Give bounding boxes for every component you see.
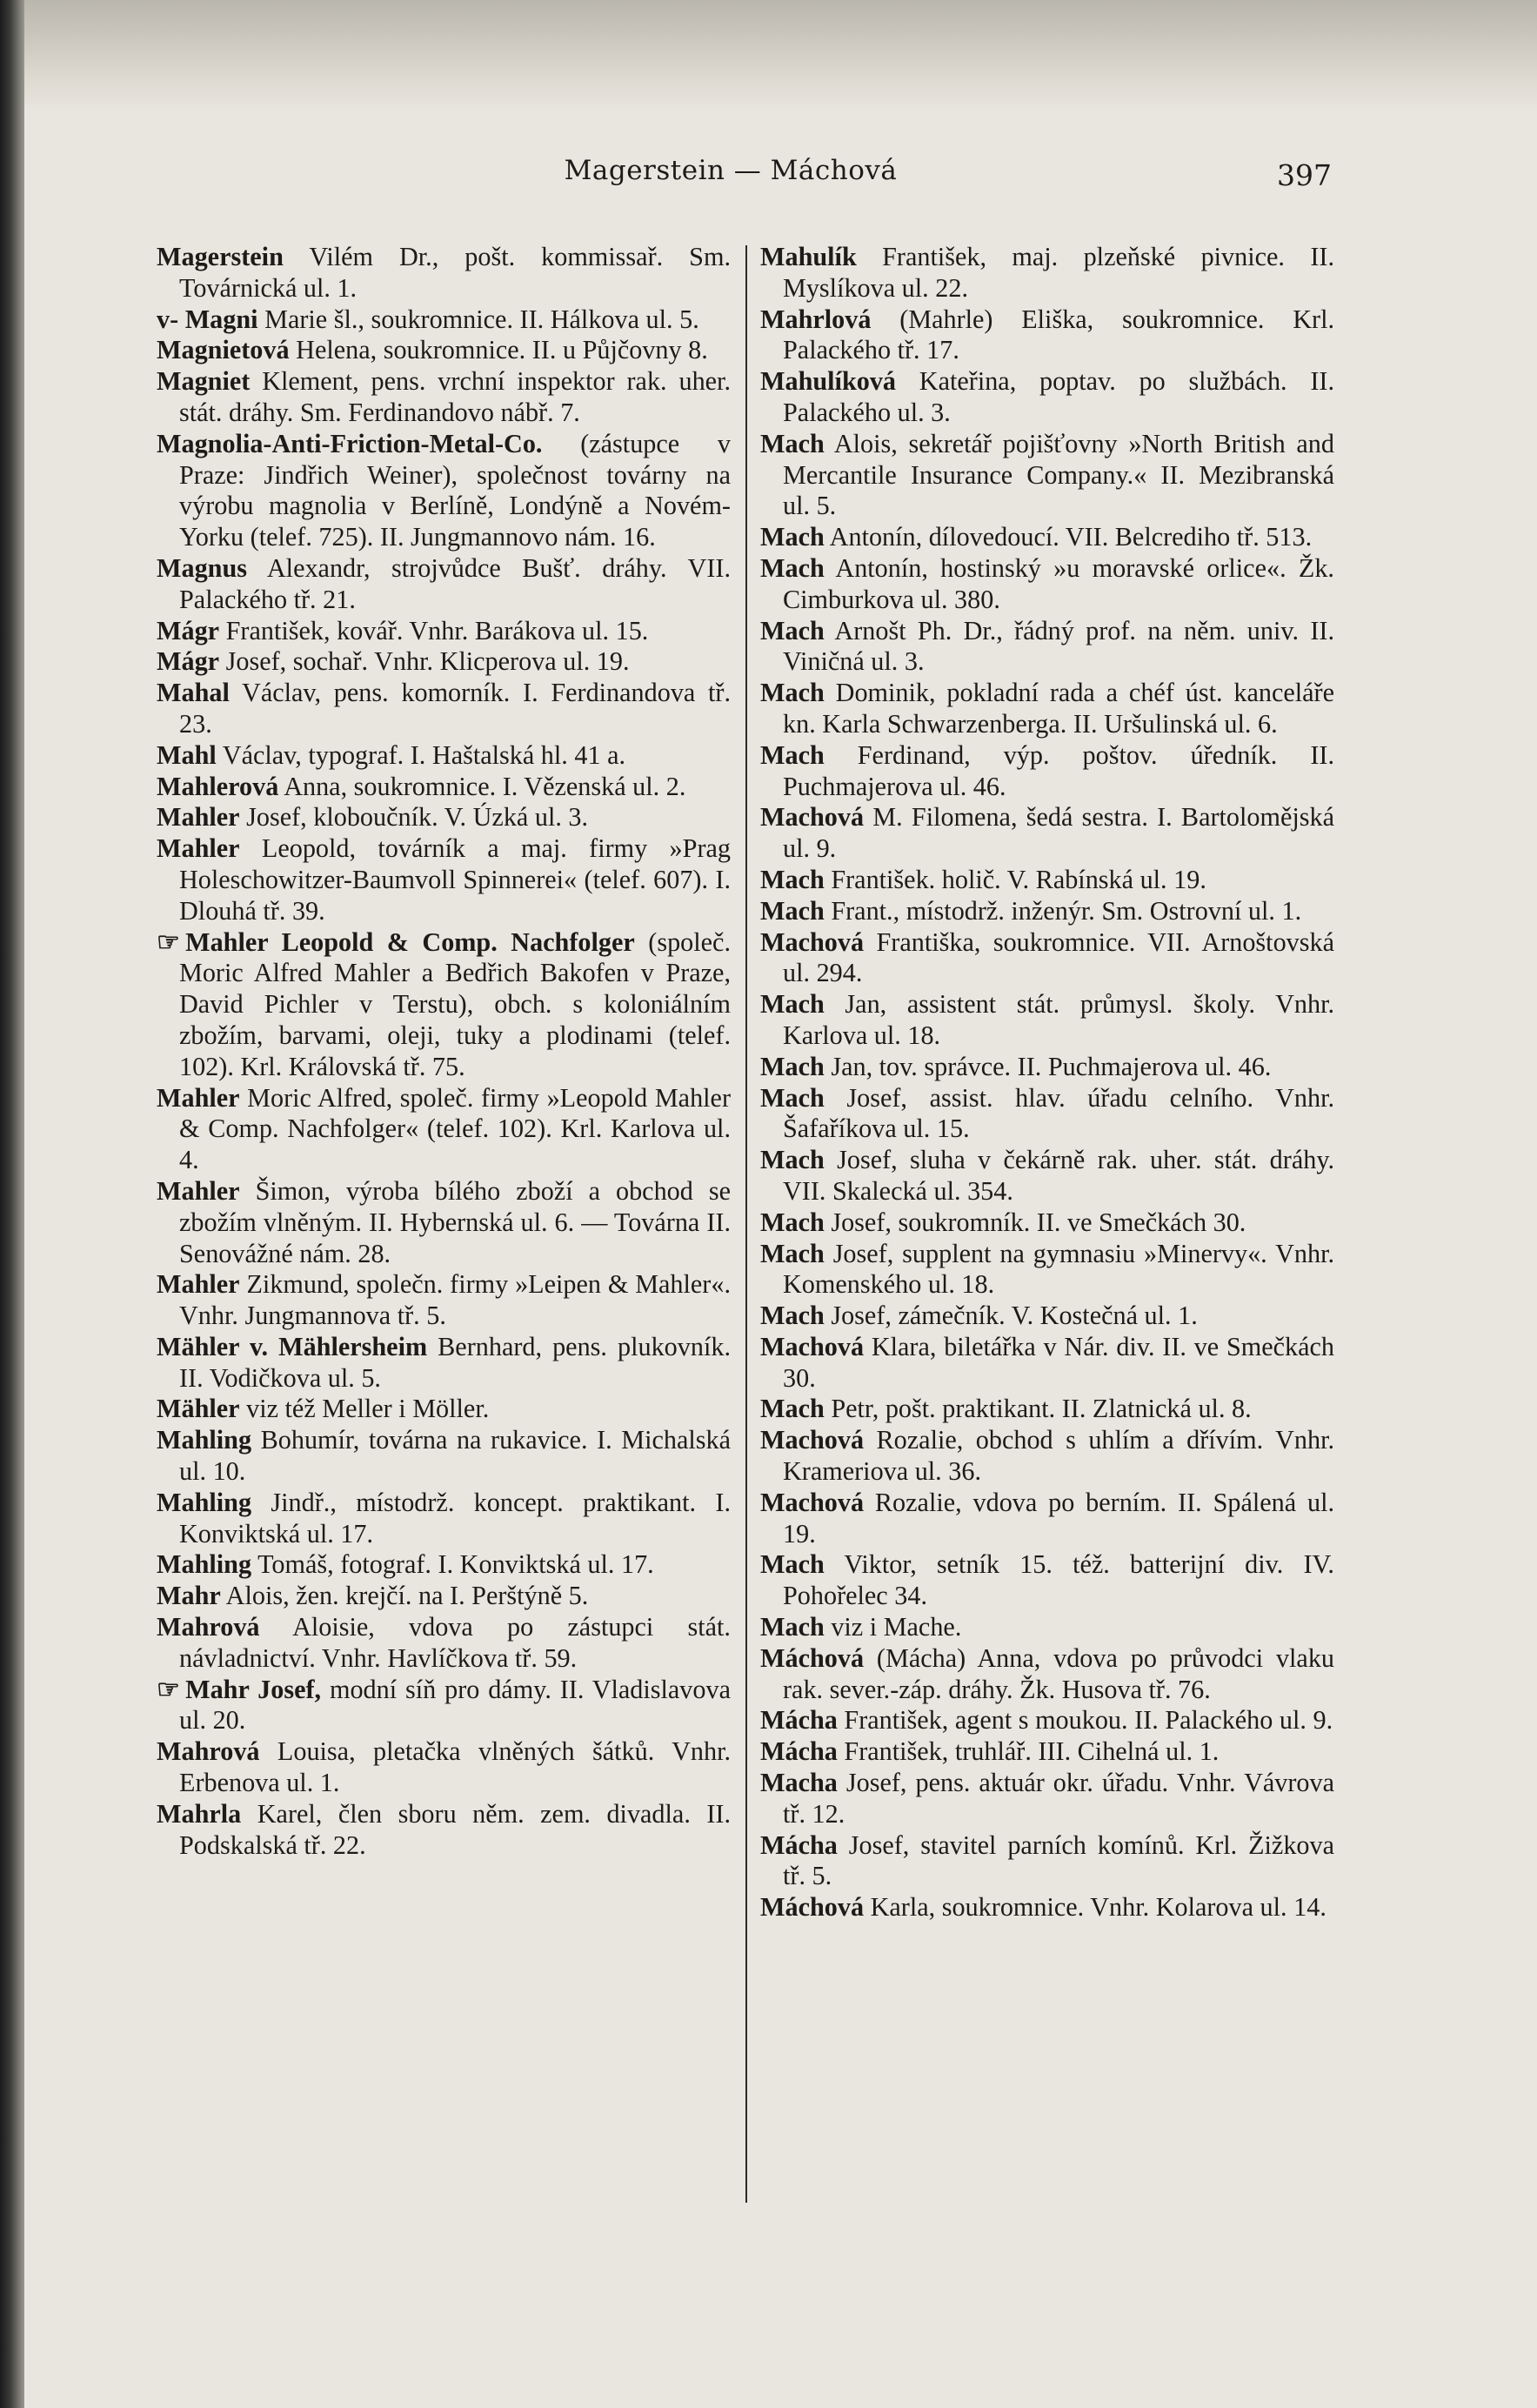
entry-details: Bohumír, továrna na rukavice. I. Michalská ul. 10. — [179, 1425, 731, 1487]
directory-entry — [760, 522, 1334, 553]
entry-details: František, maj. plzeňské pivnice. II. Myslíkova ul. 22. — [783, 242, 1335, 303]
entry-details: Frant., místodrž. inženýr. Sm. Ostrovní ul. 1. — [831, 895, 1302, 926]
directory-entry — [157, 1394, 731, 1425]
directory-entry — [760, 1083, 1334, 1146]
directory-entry — [760, 616, 1334, 679]
directory-entry — [157, 772, 731, 803]
entry-name: Mahling — [157, 1425, 252, 1455]
entry-name: Mahler — [157, 1269, 240, 1300]
entry-details: Antonín, dílovedoucí. VII. Belcrediho tř. 513. — [829, 522, 1313, 552]
entry-name: Máchová — [760, 1892, 865, 1923]
directory-entry — [760, 1892, 1334, 1923]
entry-details: Anna, soukromnice. I. Vězenská ul. 2. — [284, 771, 686, 801]
entry-name: Mach — [760, 1238, 825, 1268]
entry-details: modní síň pro dámy. II. Vladislavova ul. 20. — [179, 1674, 731, 1736]
directory-entry — [760, 1705, 1334, 1736]
pointing-hand-icon: ☞ — [157, 926, 181, 957]
entry-details: Václav, typograf. I. Haštalská hl. 41 a. — [222, 739, 626, 770]
entry-name: Macha — [760, 1768, 838, 1798]
directory-entry — [157, 833, 731, 926]
entry-name: Machová — [760, 1425, 865, 1455]
entry-details: (zástupce v Praze: Jindřich Weiner), společnost továrny na výrobu magnolia v Berlíně, Londýně a Novém-Yorku (telef. 725). II. Jungmannovo nám. 16. — [179, 428, 731, 552]
entry-details: František. holič. V. Rabínská ul. 19. — [831, 864, 1206, 894]
entry-name: Mach — [760, 1301, 825, 1331]
entry-details: Dominik, pokladní rada a chéf úst. kanceláře kn. Karla Schwarzenberga. II. Uršulinská ul. 6. — [783, 678, 1334, 739]
entry-details: Rozalie, vdova po berním. II. Spálená ul. 19. — [783, 1487, 1335, 1548]
entry-name: Mahrla — [157, 1798, 242, 1829]
directory-entry — [157, 740, 731, 772]
entry-details: Alexandr, strojvůdce Bušť. dráhy. VII. Palackého tř. 21. — [179, 552, 731, 614]
entry-details: Josef, kloboučník. V. Úzká ul. 3. — [246, 802, 589, 833]
entry-details: Petr, pošt. praktikant. II. Zlatnická ul. 8. — [831, 1394, 1252, 1424]
entry-name: Mahling — [157, 1549, 252, 1580]
directory-entry — [760, 1549, 1334, 1612]
entry-name: Mágr — [157, 646, 220, 677]
entry-details: Josef, pens. aktuár okr. úřadu. Vnhr. Vávrova tř. 12. — [783, 1768, 1334, 1829]
entry-details: Arnošt Ph. Dr., řádný prof. na něm. univ. II. Viničná ul. 3. — [783, 615, 1334, 677]
entry-name: Mácha — [760, 1829, 838, 1860]
directory-entry — [157, 678, 731, 740]
entry-details: Václav, pens. komorník. I. Ferdinandova tř. 23. — [179, 678, 731, 739]
directory-entry — [760, 1488, 1334, 1550]
directory-entry — [157, 927, 731, 1083]
directory-entry — [157, 335, 731, 366]
entry-name: Mahlerová — [157, 771, 279, 801]
directory-entry — [760, 366, 1334, 429]
entry-details: Josef, soukromník. II. ve Smečkách 30. — [831, 1207, 1246, 1237]
entry-name: Mach — [760, 739, 825, 770]
entry-name: Mähler — [157, 1394, 240, 1424]
directory-entry — [157, 366, 731, 429]
right-column — [760, 242, 1334, 1923]
entry-name: Mahr — [157, 1581, 221, 1611]
entry-name: Machová — [760, 802, 865, 833]
entry-details: Rozalie, obchod s uhlím a dřívím. Vnhr. Krameriova ul. 36. — [783, 1425, 1335, 1487]
entry-details: Josef, stavitel parních komínů. Krl. Žižkova tř. 5. — [783, 1829, 1334, 1891]
entry-name: Mach — [760, 428, 825, 458]
entry-name: Mahrová — [157, 1736, 260, 1767]
directory-entry — [157, 304, 731, 336]
entry-details: Jan, tov. správce. II. Puchmajerova ul. 46. — [831, 1051, 1272, 1081]
directory-entry — [157, 1612, 731, 1675]
entry-details: viz též Meller i Möller. — [246, 1394, 490, 1424]
entry-name: Mach — [760, 989, 825, 1020]
entry-details: Josef, supplent na gymnasiu »Minervy«. Vnhr. Komenského ul. 18. — [783, 1238, 1335, 1300]
directory-entry — [760, 1612, 1334, 1643]
directory-entry — [157, 1488, 731, 1550]
entry-details: Karla, soukromnice. Vnhr. Kolarova ul. 14. — [870, 1892, 1326, 1923]
directory-entry — [760, 1052, 1334, 1083]
entry-name: Mach — [760, 1051, 825, 1081]
directory-entry — [760, 304, 1334, 367]
entry-name: Magnus — [157, 552, 248, 583]
entry-details: Josef, sluha v čekárně rak. uher. stát. dráhy. VII. Skalecká ul. 354. — [783, 1145, 1334, 1206]
directory-entry — [760, 678, 1334, 740]
entry-details: Helena, soukromnice. II. u Půjčovny 8. — [296, 335, 708, 365]
entry-details: Jindř., místodrž. koncept. praktikant. I. Konviktská ul. 17. — [179, 1487, 732, 1548]
entry-name: Mahl — [157, 739, 217, 770]
scan-binding-edge — [0, 0, 24, 2408]
entry-details: Viktor, setník 15. též. batterijní div. IV. Pohořelec 34. — [783, 1549, 1334, 1611]
entry-details: Františka, soukromnice. VII. Arnoštovská ul. 294. — [783, 926, 1334, 988]
directory-entry — [760, 1207, 1334, 1239]
entry-name: Mahrová — [157, 1612, 260, 1642]
entry-name: Mach — [760, 1082, 825, 1113]
page-header — [0, 148, 1537, 200]
entry-name: Machová — [760, 1331, 865, 1361]
entry-name: Mahulíková — [760, 366, 897, 397]
entry-name: Mach — [760, 1612, 825, 1642]
pointing-hand-icon: ☞ — [157, 1674, 181, 1704]
entry-details: Šimon, výroba bílého zboží a obchod se zbožím vlněným. II. Hybernská ul. 6. — Továrna II. Senovážné nám. 28. — [179, 1175, 731, 1268]
scan-top-shadow — [24, 0, 1537, 113]
directory-entry — [760, 1301, 1334, 1332]
entry-details: Antonín, hostinský »u moravské orlice«. Žk. Cimburkova ul. 380. — [783, 552, 1334, 614]
directory-entry — [157, 802, 731, 833]
entry-name: Mácha — [760, 1705, 838, 1736]
directory-entry — [760, 740, 1334, 803]
directory-entry — [760, 1643, 1334, 1706]
entry-details: Moric Alfred, společ. firmy »Leopold Mahler & Comp. Nachfolger« (telef. 102). Krl. Karlova ul. 4. — [179, 1082, 732, 1175]
directory-entry — [157, 1269, 731, 1332]
entry-details: Aloisie, vdova po zástupci stát. návladnictví. Vnhr. Havlíčkova tř. 59. — [179, 1612, 731, 1673]
directory-entry — [760, 242, 1334, 304]
directory-entry — [760, 1736, 1334, 1768]
entry-name: Mahler Leopold & Comp. Nachfolger — [185, 926, 635, 957]
entry-name: Magerstein — [157, 242, 284, 271]
entry-details: Josef, zámečník. V. Kostečná ul. 1. — [831, 1301, 1198, 1331]
entry-details: Klara, biletářka v Nár. div. II. ve Smečkách 30. — [783, 1331, 1335, 1393]
entry-details: František, truhlář. III. Cihelná ul. 1. — [844, 1736, 1220, 1767]
directory-entry — [157, 1675, 731, 1737]
entry-details: M. Filomena, šedá sestra. I. Bartolomějská ul. 9. — [783, 802, 1334, 864]
entry-details: Kateřina, poptav. po službách. II. Palackého ul. 3. — [783, 366, 1335, 427]
entry-details: Josef, sochař. Vnhr. Klicperova ul. 19. — [225, 646, 630, 677]
entry-details: Klement, pens. vrchní inspektor rak. uher. stát. dráhy. Sm. Ferdinandovo nábř. 7. — [179, 366, 731, 427]
directory-entry — [157, 1083, 731, 1176]
directory-entry — [157, 1799, 731, 1862]
entry-name: Máchová — [760, 1642, 865, 1673]
directory-entry — [157, 1549, 731, 1581]
entry-name: Mahling — [157, 1487, 252, 1517]
directory-entry — [157, 1581, 731, 1612]
directory-entry — [157, 242, 731, 304]
directory-entry — [157, 1736, 731, 1799]
directory-entry — [760, 896, 1334, 927]
entry-details: Josef, assist. hlav. úřadu celního. Vnhr. Šafaříkova ul. 15. — [783, 1082, 1335, 1144]
directory-entry — [157, 429, 731, 553]
directory-entry — [760, 1394, 1334, 1425]
entry-details: Louisa, pletačka vlněných šátků. Vnhr. Erbenova ul. 1. — [179, 1736, 732, 1798]
directory-entry — [760, 989, 1334, 1052]
entry-details: (Mácha) Anna, vdova po průvodci vlaku rak. sever.-záp. dráhy. Žk. Husova tř. 76. — [783, 1642, 1335, 1704]
directory-entry — [760, 429, 1334, 522]
entry-name: Mach — [760, 1394, 825, 1424]
entry-name: Magnolia-Anti-Friction-Metal-Co. — [157, 428, 543, 458]
entry-name: Mahler — [157, 1175, 240, 1206]
directory-entry — [157, 646, 731, 678]
entry-name: Mahler — [157, 802, 240, 833]
entry-name: Mahler — [157, 833, 240, 864]
entry-name: Machová — [760, 926, 865, 957]
entry-name: Mach — [760, 895, 825, 926]
directory-entry — [760, 1145, 1334, 1207]
directory-entry — [157, 1176, 731, 1269]
entry-details: Tomáš, fotograf. I. Konviktská ul. 17. — [257, 1549, 654, 1580]
entry-details: Marie šl., soukromnice. II. Hálkova ul. 5. — [264, 304, 699, 334]
entry-name: Mach — [760, 1207, 825, 1237]
entry-name: Mahr Josef, — [185, 1674, 322, 1704]
directory-entry — [760, 553, 1334, 616]
directory-entry — [760, 802, 1334, 865]
directory-entry — [157, 553, 731, 616]
directory-entry — [157, 616, 731, 647]
directory-entry — [760, 1332, 1334, 1395]
entry-details: Vilém Dr., pošt. kommissař. Sm. Továrnická ul. 1. — [179, 242, 731, 303]
column-divider — [745, 245, 747, 2203]
entry-name: Mach — [760, 864, 825, 894]
directory-entry — [760, 927, 1334, 990]
directory-entry — [760, 865, 1334, 896]
entry-details: Karel, člen sboru něm. zem. divadla. II. Podskalská tř. 22. — [179, 1798, 731, 1860]
entry-name: Mahler — [157, 1082, 240, 1113]
entry-details: Ferdinand, výp. poštov. úředník. II. Puchmajerova ul. 46. — [783, 739, 1334, 801]
entry-name: Mácha — [760, 1736, 838, 1767]
entry-name: Mach — [760, 552, 825, 583]
entry-name: Magnietová — [157, 335, 290, 365]
entry-details: Alois, žen. krejčí. na I. Perštýně 5. — [225, 1581, 589, 1611]
directory-entry — [760, 1425, 1334, 1488]
entry-details: (Mahrle) Eliška, soukromnice. Krl. Palackého tř. 17. — [783, 304, 1334, 365]
directory-entry — [760, 1239, 1334, 1301]
entry-details: Alois, sekretář pojišťovny »North British and Mercantile Insurance Company.« II. Mezibranská ul. 5. — [783, 428, 1334, 521]
entry-details: Bernhard, pens. plukovník. II. Vodičkova ul. 5. — [179, 1331, 731, 1393]
running-head: Magerstein — Máchová — [564, 155, 898, 186]
entry-name: Mach — [760, 522, 825, 552]
entry-name: Mach — [760, 678, 825, 708]
entry-name: Magniet — [157, 366, 251, 397]
directory-entry — [760, 1830, 1334, 1893]
entry-name: Mahulík — [760, 242, 857, 271]
entry-details: František, kovář. Vnhr. Barákova ul. 15. — [225, 615, 649, 645]
entry-name: Mach — [760, 615, 825, 645]
entry-details: Jan, assistent stát. průmysl. školy. Vnhr. Karlova ul. 18. — [783, 989, 1334, 1050]
entry-name: Mahal — [157, 678, 230, 708]
entry-name: Mágr — [157, 615, 220, 645]
directory-entry — [157, 1332, 731, 1395]
entry-details: viz i Mache. — [831, 1612, 962, 1642]
entry-name: Mach — [760, 1549, 825, 1580]
entry-name: Mahrlová — [760, 304, 872, 334]
entry-details: (společ. Moric Alfred Mahler a Bedřich Bakofen v Praze, David Pichler v Terstu), obch. s koloniálním zbožím, barvami, oleji, tuky a plodinami (telef. 102). Krl. Královská tř. 75. — [179, 926, 732, 1081]
entry-details: Leopold, továrník a maj. firmy »Prag Holeschowitzer-Baumvoll Spinnerei« (telef. 607). I. Dlouhá tř. 39. — [179, 833, 731, 926]
entry-name: Mach — [760, 1145, 825, 1175]
entry-name: Mähler v. Mählersheim — [157, 1331, 428, 1361]
page-number: 397 — [1277, 158, 1332, 192]
entry-details: Zikmund, společn. firmy »Leipen & Mahler«. Vnhr. Jungmannova tř. 5. — [179, 1269, 732, 1331]
directory-entry — [157, 1425, 731, 1488]
entry-name: v- Magni — [157, 304, 258, 334]
directory-entry — [760, 1768, 1334, 1830]
left-column — [157, 242, 731, 1861]
entry-name: Machová — [760, 1487, 865, 1517]
entry-details: František, agent s moukou. II. Palackého ul. 9. — [844, 1705, 1333, 1736]
